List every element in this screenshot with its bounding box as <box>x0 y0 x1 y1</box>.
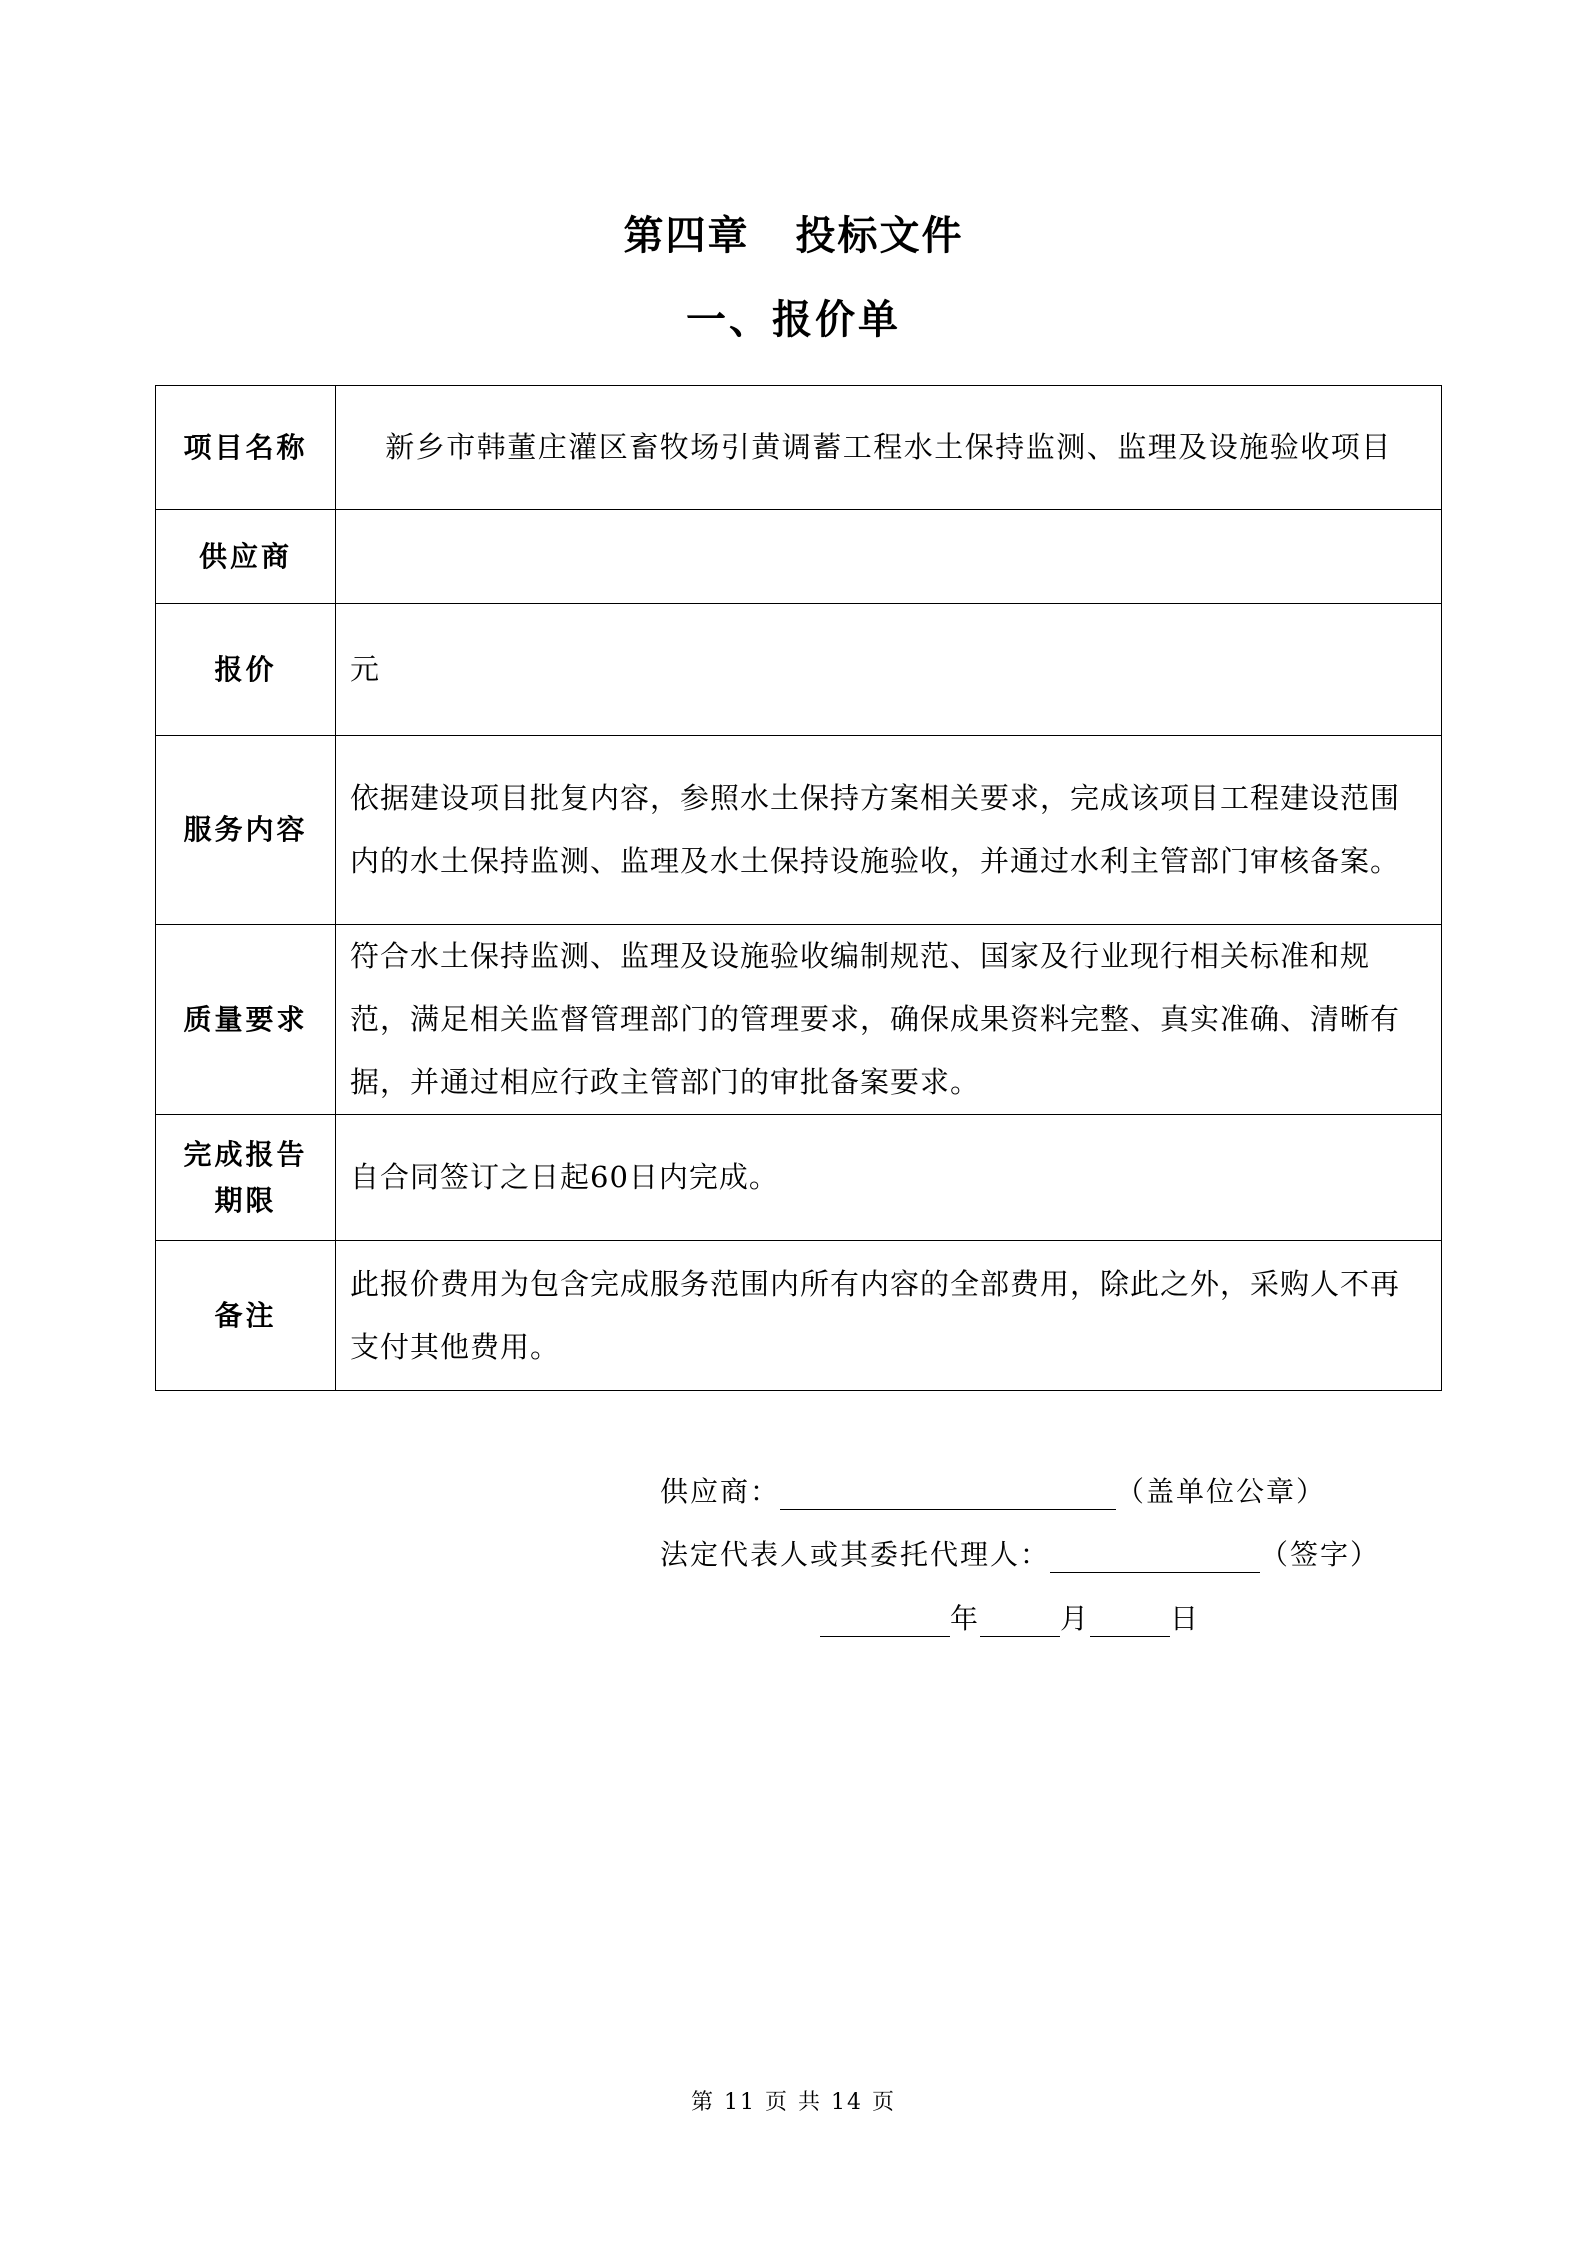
row-label-line: 期限 <box>214 1183 277 1217</box>
quotation-table <box>155 385 1442 1391</box>
quality-requirements-value: 符合水土保持监测、监理及设施验收编制规范、国家及行业现行相关标准和规范，满足相关监督管理部门的管理要求，确保成果资料完整、真实准确、清晰有据，并通过相应行政主管部门的审批备案要求。 <box>336 925 1442 1115</box>
supplier-note: （盖单位公章） <box>1116 1475 1327 1508</box>
chapter-title <box>0 204 1587 261</box>
row-label: 供应商 <box>156 510 336 604</box>
representative-note: （签字） <box>1260 1538 1381 1571</box>
chapter-number: 第四章 <box>623 213 750 259</box>
supplier-label: 供应商： <box>660 1475 781 1508</box>
table-row <box>156 386 1442 510</box>
representative-blank <box>1050 1542 1260 1573</box>
table-row <box>156 1241 1442 1391</box>
supplier-blank <box>780 1479 1116 1510</box>
remarks-value: 此报价费用为包含完成服务范围内所有内容的全部费用，除此之外，采购人不再支付其他费用。 <box>336 1241 1442 1391</box>
supplier-signature-line <box>660 1470 1326 1510</box>
service-content-value: 依据建设项目批复内容，参照水土保持方案相关要求，完成该项目工程建设范围内的水土保持监测、监理及水土保持设施验收，并通过水利主管部门审核备案。 <box>336 736 1442 925</box>
row-label: 备注 <box>156 1241 336 1391</box>
row-label: 项目名称 <box>156 386 336 510</box>
price-value: 元 <box>336 604 1442 736</box>
completion-deadline-value: 自合同签订之日起60日内完成。 <box>336 1115 1442 1241</box>
year-label: 年 <box>950 1602 981 1635</box>
project-name-value: 新乡市韩董庄灌区畜牧场引黄调蓄工程水土保持监测、监理及设施验收项目 <box>336 386 1442 510</box>
day-label: 日 <box>1170 1602 1201 1635</box>
row-label: 报价 <box>156 604 336 736</box>
row-label: 服务内容 <box>156 736 336 925</box>
row-label-line: 完成报告 <box>183 1137 308 1171</box>
representative-signature-line <box>660 1533 1380 1573</box>
month-label: 月 <box>1060 1602 1091 1635</box>
table-row <box>156 925 1442 1115</box>
table-row <box>156 510 1442 604</box>
day-blank <box>1090 1606 1170 1637</box>
row-label <box>156 1115 336 1241</box>
table-row <box>156 604 1442 736</box>
row-label: 质量要求 <box>156 925 336 1115</box>
chapter-name: 投标文件 <box>795 213 964 259</box>
date-line <box>820 1597 1200 1637</box>
table-row <box>156 736 1442 925</box>
month-blank <box>980 1606 1060 1637</box>
year-blank <box>820 1606 950 1637</box>
section-title: 一、报价单 <box>686 297 901 343</box>
supplier-value <box>336 510 1442 604</box>
table-row <box>156 1115 1442 1241</box>
representative-label: 法定代表人或其委托代理人： <box>660 1538 1051 1571</box>
page-number: 第 11 页 共 14 页 <box>691 2090 896 2115</box>
